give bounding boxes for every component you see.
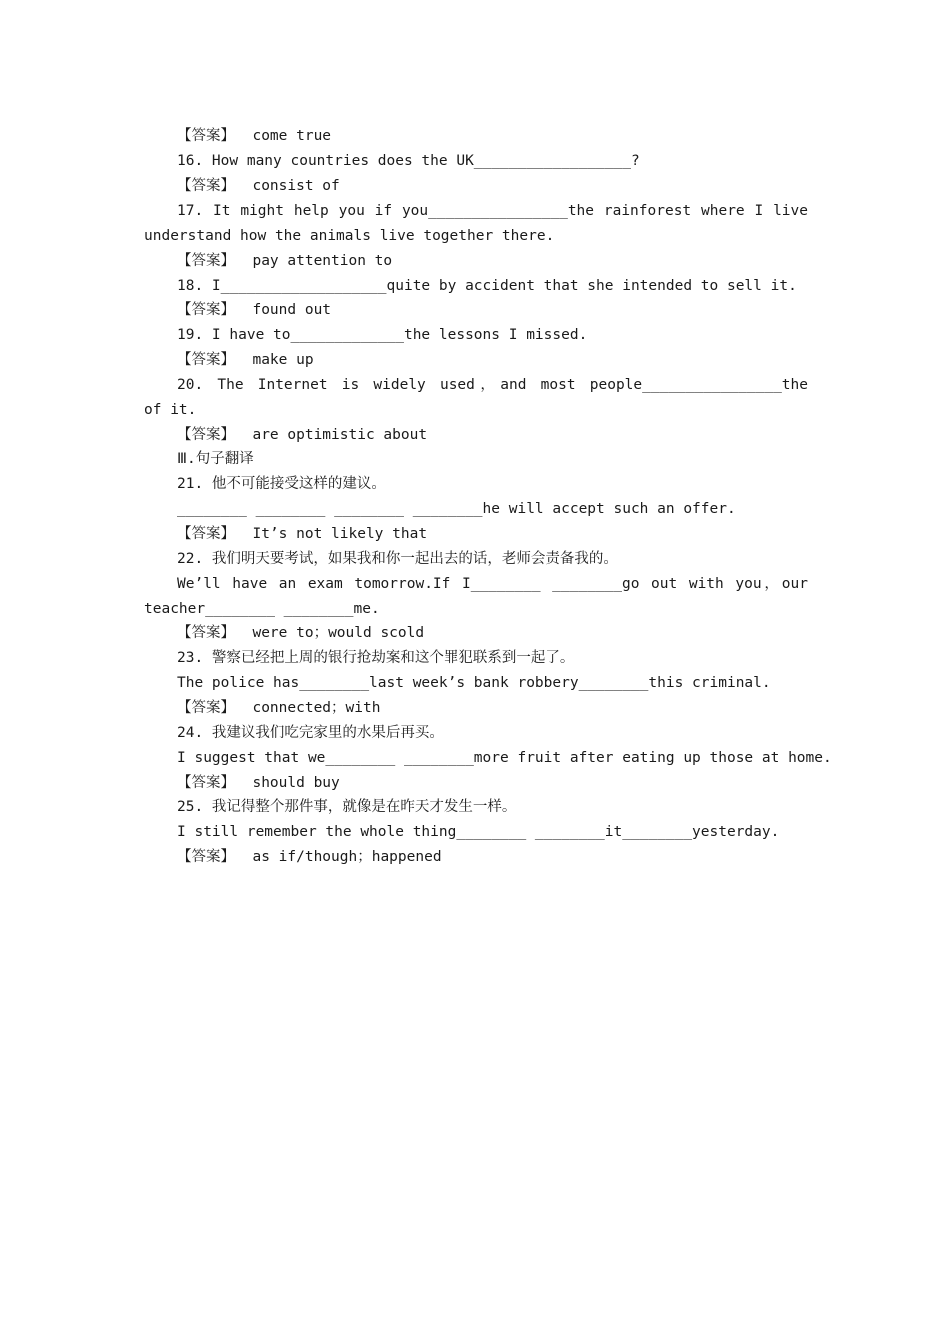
answer-15: 【答案】 come true <box>177 128 332 144</box>
answer-23: 【答案】 connected；with <box>177 700 381 716</box>
question-24-english: I suggest that we________ ________more fruit after eating up those at home. <box>177 750 832 766</box>
question-23-english: The police has________last week’s bank robbery________this criminal. <box>177 675 771 691</box>
question-19: 19. I have to_____________the lessons I missed. <box>177 327 588 343</box>
question-21-english: ________ ________ ________ ________he will accept such an offer. <box>177 501 736 517</box>
question-22-english-line-2: teacher________ ________me. <box>144 601 380 617</box>
section-heading-translation: Ⅲ.句子翻译 <box>177 451 254 467</box>
question-22-english-line-1: We’ll have an exam tomorrow.If I________ ________go out with you，our <box>177 576 808 592</box>
question-21-chinese: 21. 他不可能接受这样的建议。 <box>177 476 386 492</box>
question-17-line-2: understand how the animals live together there. <box>144 228 555 244</box>
answer-20: 【答案】 are optimistic about <box>177 427 428 443</box>
question-25-chinese: 25. 我记得整个那件事，就像是在昨天才发生一样。 <box>177 799 517 815</box>
answer-19: 【答案】 make up <box>177 352 314 368</box>
question-17-line-1: 17. It might help you if you________________the rainforest where I live <box>177 203 808 219</box>
answer-25: 【答案】 as if/though；happened <box>177 849 442 865</box>
answer-21: 【答案】 It’s not likely that <box>177 526 428 542</box>
answer-18: 【答案】 found out <box>177 302 332 318</box>
answer-17: 【答案】 pay attention to <box>177 253 393 269</box>
question-25-english: I still remember the whole thing________ ________it________yesterday. <box>177 824 780 840</box>
question-16: 16. How many countries does the UK__________________? <box>177 153 640 169</box>
question-23-chinese: 23. 警察已经把上周的银行抢劫案和这个罪犯联系到一起了。 <box>177 650 575 666</box>
question-24-chinese: 24. 我建议我们吃完家里的水果后再买。 <box>177 725 444 741</box>
question-20-line-2: of it. <box>144 402 197 418</box>
question-18: 18. I___________________quite by accident that she intended to sell it. <box>177 278 797 294</box>
answer-24: 【答案】 should buy <box>177 775 340 791</box>
question-20-line-1: 20. The Internet is widely used，and most people________________the <box>177 377 808 393</box>
question-22-chinese: 22. 我们明天要考试，如果我和你一起出去的话，老师会责备我的。 <box>177 551 618 567</box>
answer-16: 【答案】 consist of <box>177 178 340 194</box>
answer-22: 【答案】 were to；would scold <box>177 625 425 641</box>
